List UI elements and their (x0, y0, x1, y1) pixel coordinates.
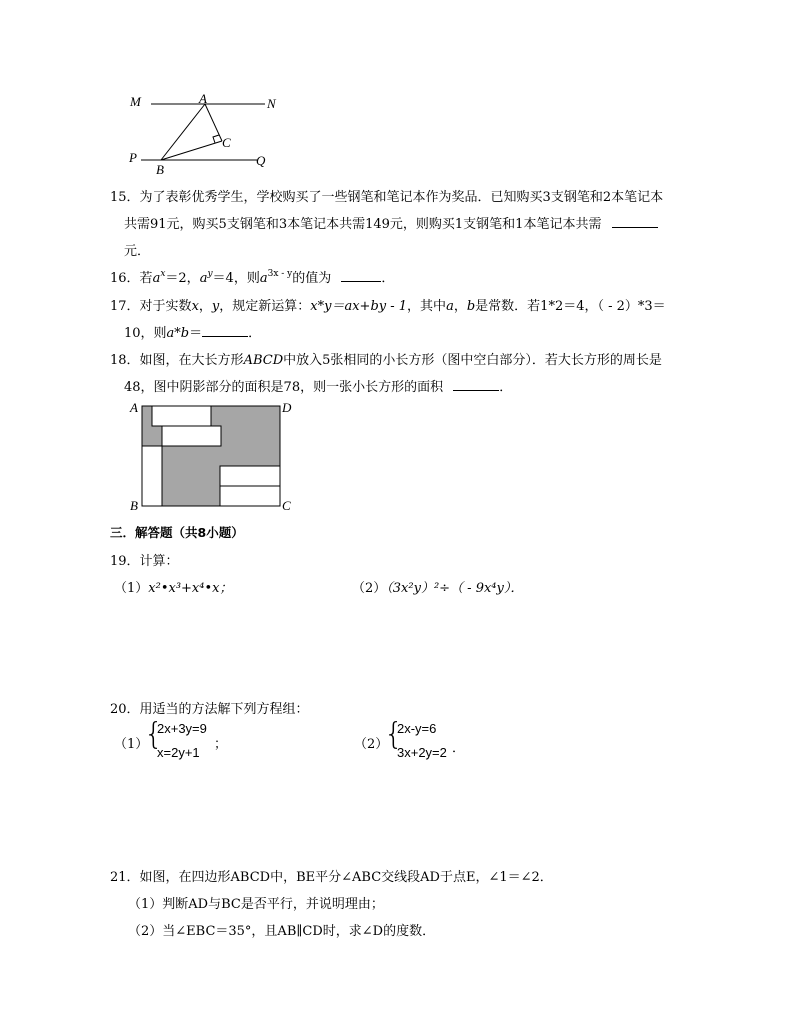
q21-line1 (110, 866, 553, 885)
label-b: B (156, 162, 164, 177)
q18-text-1b: 中放入5张相同的小长方形（图中空白部分）．若大长方形的周长是 (283, 353, 662, 368)
q17-end: ． (248, 326, 262, 341)
fig-rectangles (140, 404, 282, 508)
q15-text-3: 元． (124, 244, 151, 259)
label-c: C (222, 135, 231, 150)
q19-title (110, 550, 179, 569)
q20-number: 20． (110, 702, 140, 717)
q18-line1 (110, 349, 662, 368)
q18-end: ． (499, 380, 513, 395)
q17-var-y: y (211, 299, 220, 314)
q19-part2 (352, 577, 523, 596)
q16-a3: a (259, 271, 268, 286)
q20-part1-eq2: x=2y+1 (157, 745, 200, 760)
label-d: D (282, 400, 292, 415)
q18-answer-blank[interactable] (453, 378, 499, 391)
q21-number: 21． (110, 870, 140, 885)
q15-line2 (124, 213, 658, 232)
q20-title-text: 用适当的方法解下列方程组： (139, 702, 309, 717)
q15-line1 (110, 186, 663, 205)
q17-line1 (110, 295, 666, 314)
q18-text-1a: 如图，在大长方形 (139, 353, 244, 368)
q19-title-text: 计算： (139, 554, 179, 569)
q19-part1-expr: x²•x³+x⁴•x； (148, 581, 233, 596)
q16-exp-y: y (207, 269, 213, 279)
q20-title (110, 698, 309, 717)
small-rect-right-2 (220, 486, 280, 506)
label-m: M (130, 94, 141, 109)
q16-exp-3x-y: 3x - y (267, 269, 293, 279)
q20-part2-eq2: 3x+2y=2 (397, 745, 447, 760)
q21-part1: （1）判断AD与BC是否平行，并说明理由； (128, 897, 384, 912)
label-c: C (282, 498, 291, 513)
q17-text-1e: 是常数．若1*2＝4，（ - 2）*3＝ (475, 299, 666, 314)
q16-end: ． (381, 271, 395, 286)
q16-answer-blank[interactable] (341, 269, 381, 282)
q16-line (110, 267, 394, 286)
q15-line3 (124, 240, 150, 259)
q17-answer-blank[interactable] (202, 324, 248, 337)
q15-number: 15． (110, 190, 140, 205)
segment-bc (161, 141, 222, 160)
q21-part2: （2）当∠EBC＝35°，且AB∥CD时，求∠D的度数． (128, 924, 436, 939)
q20-part2-end: ． (452, 741, 466, 756)
q17-number: 17． (110, 299, 140, 314)
q17-text-1a: 对于实数 (139, 299, 192, 314)
section-3-heading: 三．解答题（共8小题） (110, 525, 244, 540)
label-a: A (199, 91, 207, 106)
q20-part2-eq1: 2x-y=6 (397, 721, 437, 736)
q16-number: 16． (110, 271, 140, 286)
q20-part1-number: （1） (114, 737, 149, 752)
q17-line2 (124, 322, 261, 341)
q17-var-b: b (466, 299, 476, 314)
label-b: B (130, 498, 138, 513)
q17-text-2a: 10，则 (124, 326, 167, 341)
q16-post: 的值为 (292, 271, 332, 286)
q18-line2 (124, 376, 512, 395)
q15-answer-blank[interactable] (612, 215, 658, 228)
small-rect-top (152, 406, 211, 426)
q17-text-1c: ，其中 (407, 299, 447, 314)
q17-expr: x*y＝ax+by - 1 (310, 299, 408, 314)
q17-var-a: a (446, 299, 454, 314)
q20-part1-brace: { (144, 717, 164, 752)
q17-text-2b: ＝ (189, 326, 203, 341)
small-rect-mid (162, 426, 221, 446)
q20-part2-brace: { (384, 717, 404, 752)
segment-ab (161, 104, 205, 160)
small-rect-right-1 (220, 466, 280, 486)
q17-text-1d: ， (453, 299, 467, 314)
q15-text-2: 共需91元，购买5支钢笔和3本笔记本共需149元，则购买1支钢笔和1本笔记本共需 (124, 217, 602, 232)
q18-abcd: ABCD (243, 353, 284, 368)
q16-pre: 若 (139, 271, 153, 286)
label-q: Q (256, 153, 266, 168)
q18-number: 18． (110, 353, 140, 368)
q16-mid2: ＝4，则 (212, 271, 260, 286)
small-rect-left (142, 446, 162, 506)
q16-a2: a (199, 271, 208, 286)
q19-part2-expr: （3x²y）²÷（ - 9x⁴y）． (386, 581, 524, 596)
q17-text-1b: ，规定新运算： (219, 299, 311, 314)
q15-text-1: 为了表彰优秀学生，学校购买了一些钢笔和笔记本作为奖品．已知购买3支钢笔和2本笔记本 (139, 190, 664, 205)
q17-expr-ab: a*b (166, 326, 190, 341)
q16-mid1: ＝2， (165, 271, 200, 286)
q17-var-x: x (191, 299, 199, 314)
q21-text: 如图，在四边形ABCD中，BE平分∠ABC交线段AD于点E，∠1＝∠2． (139, 870, 553, 885)
label-p: P (129, 150, 137, 165)
label-n: N (267, 96, 276, 111)
q18-text-2: 48，图中阴影部分的面积是78，则一张小长方形的面积 (124, 380, 444, 395)
q16-exp-x: x (160, 269, 166, 279)
q20-part1-eq1: 2x+3y=9 (157, 721, 207, 736)
label-a: A (130, 400, 138, 415)
q19-part1 (114, 577, 232, 596)
q20-part2-number: （2） (354, 737, 389, 752)
q16-a1: a (152, 271, 161, 286)
q19-number: 19． (110, 554, 140, 569)
segment-ac (205, 104, 222, 141)
q19-part1-number: （1） (114, 581, 149, 596)
q19-part2-number: （2） (352, 581, 387, 596)
q20-part1-end: ； (214, 737, 228, 752)
q17-comma: ， (198, 299, 212, 314)
